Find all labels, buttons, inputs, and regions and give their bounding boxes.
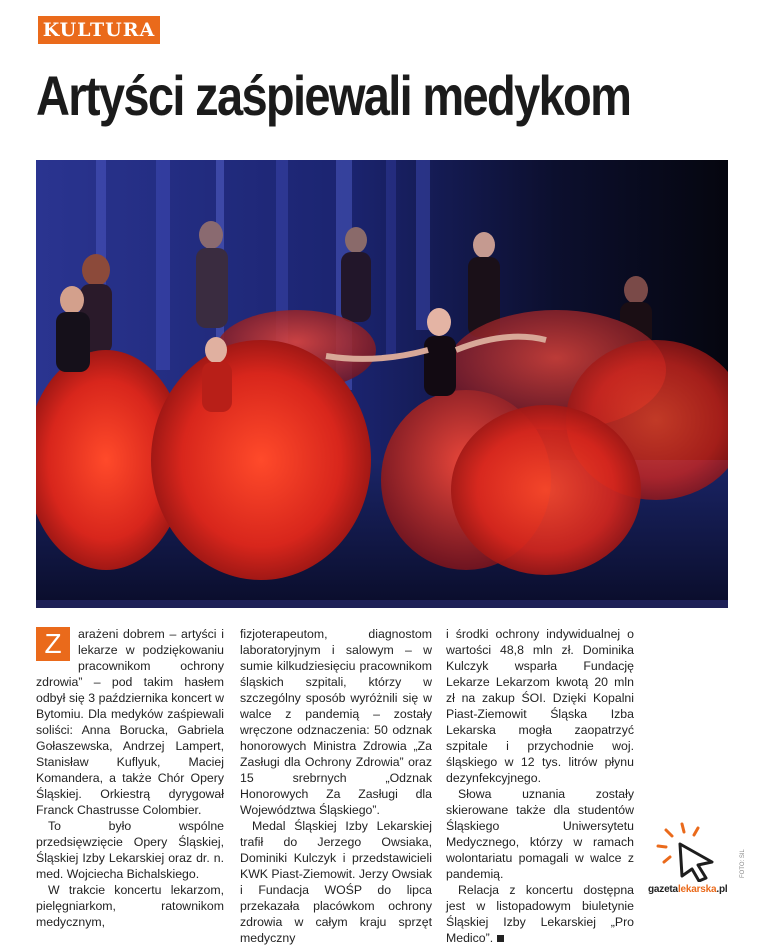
gazeta-lekarska-logo[interactable] <box>648 818 732 914</box>
paragraph: To było wspólne przedsięwzięcie Opery Śląskiej, Śląskiej Izby Lekarskiej oraz dr. n. med. Wojciecha Bichalskiego. <box>36 819 224 881</box>
article-column-2 <box>240 626 432 946</box>
drop-cap: Z <box>36 627 70 661</box>
logo-wordmark: gazetalekarska.pl <box>648 884 728 895</box>
paragraph <box>446 882 634 946</box>
paragraph: W trakcie koncertu lekarzom, pielęgniarkom, ratownikom medycznym, <box>36 883 224 929</box>
article-column-3 <box>446 626 634 946</box>
paragraph: i środki ochrony indywidualnej o wartości 48,8 mln zł. Dominika Kulczyk wsparła Fundację Lekarze Lekarzom kwotą 20 mln zł na zakup ŚOI. Dzięki Kopalni Piast-Ziemowit Śląska Izba Lekarska mogła zaopatrzyć szpitale i przychodnie woj. śląskiego w 12 tys. litrów płynu dezynfekcyjnego. <box>446 627 634 785</box>
article-headline: Artyści zaśpiewali medykom <box>36 64 631 127</box>
photo-credit: FOTO: SIL <box>740 849 746 878</box>
article-column-1 <box>36 626 224 930</box>
paragraph-text: arażeni dobrem – artyści i lekarze w podziękowaniu pracownikom ochrony zdrowia” – pod takim hasłem odbył się 3 października koncert w Bytomiu. Dla medyków zaśpiewali soliści: Anna Borucka, Gabriela Gołaszewska, Andrzej Lampert, Stanisław Kuflyuk, Maciej Komandera, a także Chór Opery Śląskiej. Orkiestrą dyrygował Franck Chastrusse Colombier. <box>36 627 224 817</box>
paragraph: Słowa uznania zostały skierowane także dla studentów Śląskiego Uniwersytetu Medycznego, którzy w ramach wolontariatu pomagali w walce z pandemią. <box>446 787 634 881</box>
paragraph: fizjoterapeutom, diagnostom laboratoryjnym i salowym – w sumie kilkudziesięciu pracownikom śląskich szpitali, którzy w szczególny sposób wyróżnili się w walce z pandemią – zostały wręczone odznaczenia: 50 odznak honorowych Ministra Zdrowia „Za Zasługi dla Ochrony Zdrowia” oraz 15 srebrnych „Odznak Honorowych Za Zasługi dla Województwa Śląskiego”. <box>240 627 432 817</box>
paragraph: Medal Śląskiej Izby Lekarskiej trafił do Jerzego Owsiaka, Dominiki Kulczyk i przedstawicieli KWK Piast-Ziemowit. Jerzy Owsiak i Fundacja WOŚP do lipca przekazała placówkom ochrony zdrowia w całym kraju sprzęt medyczny <box>240 819 432 945</box>
stage-photo <box>36 160 728 608</box>
stage-performance-image <box>36 160 728 608</box>
article-body <box>36 626 728 945</box>
paragraph <box>36 626 224 818</box>
section-tag: KULTURA <box>38 16 160 44</box>
end-of-article-mark <box>497 935 504 942</box>
cursor-click-icon <box>648 818 732 882</box>
paragraph-text: Relacja z koncertu dostępna jest w listopadowym biuletynie Śląskiej Izby Lekarskiej „Pro Medico”. <box>446 883 634 945</box>
